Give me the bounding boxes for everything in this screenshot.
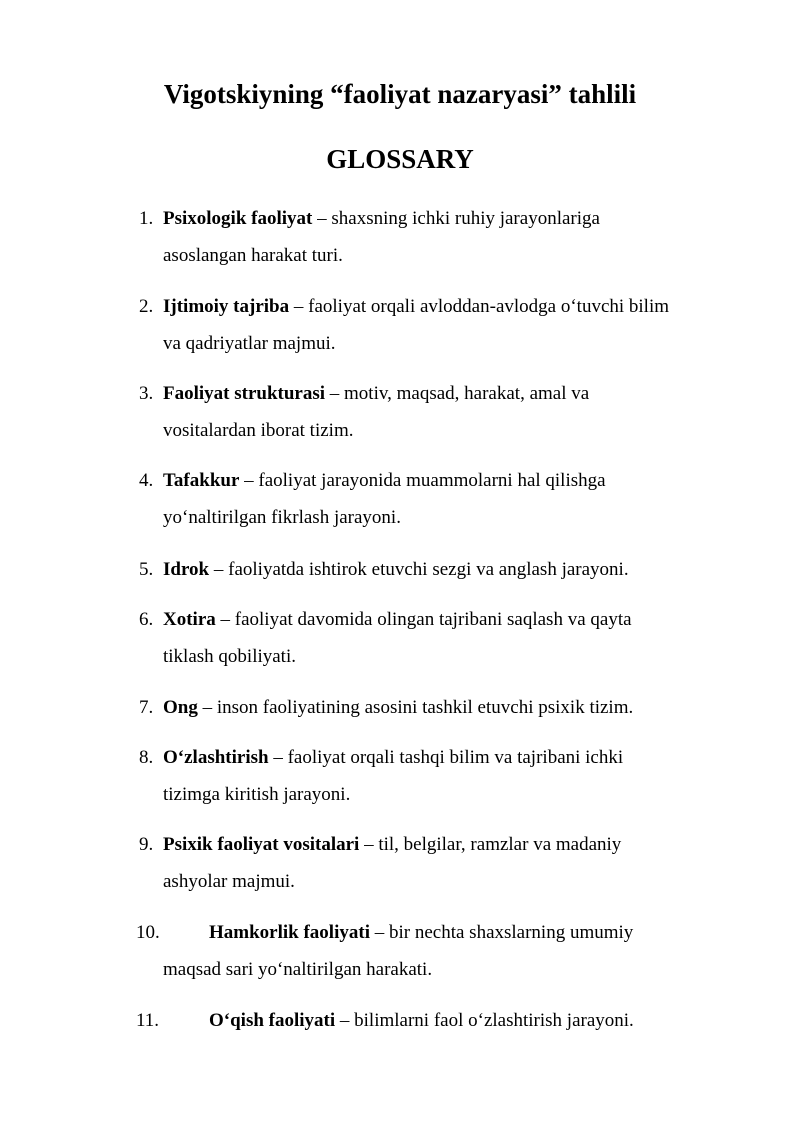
glossary-definition: – bir nechta shaxslarning umumiy bbox=[369, 922, 634, 943]
item-line-1 bbox=[163, 375, 589, 412]
item-line-2: va qadriyatlar majmui. bbox=[163, 333, 336, 354]
item-line-1 bbox=[163, 288, 669, 325]
item-number: 6. bbox=[139, 609, 154, 630]
item-line-1 bbox=[163, 689, 633, 726]
glossary-definition: – inson faoliyatining asosini tashkil etuvchi psixik tizim. bbox=[197, 697, 634, 718]
glossary-term: O‘zlashtirish bbox=[163, 747, 269, 768]
glossary-definition: – faoliyatda ishtirok etuvchi sezgi va anglash jarayoni. bbox=[209, 559, 629, 580]
item-line-2: yo‘naltirilgan fikrlash jarayoni. bbox=[163, 507, 401, 528]
item-line-1 bbox=[163, 739, 623, 776]
glossary-term: Psixik faoliyat vositalari bbox=[163, 834, 360, 855]
item-number: 5. bbox=[139, 559, 154, 580]
item-number: 7. bbox=[139, 697, 154, 718]
item-line-2: asoslangan harakat turi. bbox=[163, 245, 343, 266]
glossary-definition: – shaxsning ichki ruhiy jarayonlariga bbox=[312, 208, 600, 229]
item-number: 9. bbox=[139, 834, 154, 855]
glossary-term: Psixologik faoliyat bbox=[163, 208, 313, 229]
item-line-2: maqsad sari yo‘naltirilgan harakati. bbox=[163, 959, 433, 980]
glossary-term: O‘qish faoliyati bbox=[209, 1010, 336, 1031]
item-number: 10. bbox=[136, 922, 160, 943]
item-number: 8. bbox=[139, 747, 154, 768]
glossary-definition: – faoliyat orqali tashqi bilim va tajribani ichki bbox=[268, 747, 624, 768]
glossary-heading: GLOSSARY bbox=[326, 144, 474, 174]
item-line-1 bbox=[209, 914, 633, 951]
item-line-2: tizimga kiritish jarayoni. bbox=[163, 784, 351, 805]
item-line-1 bbox=[209, 1002, 634, 1039]
glossary-definition: – faoliyat orqali avloddan-avlodga o‘tuvchi bilim bbox=[289, 296, 670, 317]
item-number: 1. bbox=[139, 208, 154, 229]
item-line-1 bbox=[163, 826, 621, 863]
item-number: 4. bbox=[139, 470, 154, 491]
item-line-2: vositalardan iborat tizim. bbox=[163, 420, 354, 441]
glossary-definition: – faoliyat jarayonida muammolarni hal qilishga bbox=[239, 470, 606, 491]
item-line-1 bbox=[163, 462, 606, 499]
document-title: Vigotskiyning “faoliyat nazaryasi” tahlili bbox=[163, 79, 637, 109]
glossary-term: Hamkorlik faoliyati bbox=[209, 922, 370, 943]
glossary-definition: – faoliyat davomida olingan tajribani saqlash va qayta bbox=[215, 609, 632, 630]
item-line-2: tiklash qobiliyati. bbox=[163, 646, 296, 667]
glossary-term: Xotira bbox=[163, 609, 216, 630]
glossary-definition: – til, belgilar, ramzlar va madaniy bbox=[359, 834, 622, 855]
glossary-term: Ong bbox=[163, 697, 198, 718]
item-line-1 bbox=[163, 601, 632, 638]
item-line-2: ashyolar majmui. bbox=[163, 871, 295, 892]
item-number: 2. bbox=[139, 296, 154, 317]
glossary-definition: – motiv, maqsad, harakat, amal va bbox=[325, 383, 590, 404]
glossary-term: Faoliyat strukturasi bbox=[163, 383, 326, 404]
glossary-term: Ijtimoiy tajriba bbox=[163, 296, 290, 317]
glossary-term: Tafakkur bbox=[163, 470, 240, 491]
item-number: 3. bbox=[139, 383, 154, 404]
item-line-1 bbox=[163, 200, 600, 237]
glossary-definition: – bilimlarni faol o‘zlashtirish jarayoni. bbox=[335, 1010, 634, 1031]
item-line-1 bbox=[163, 551, 629, 588]
item-number: 11. bbox=[136, 1010, 160, 1031]
glossary-term: Idrok bbox=[163, 559, 210, 580]
